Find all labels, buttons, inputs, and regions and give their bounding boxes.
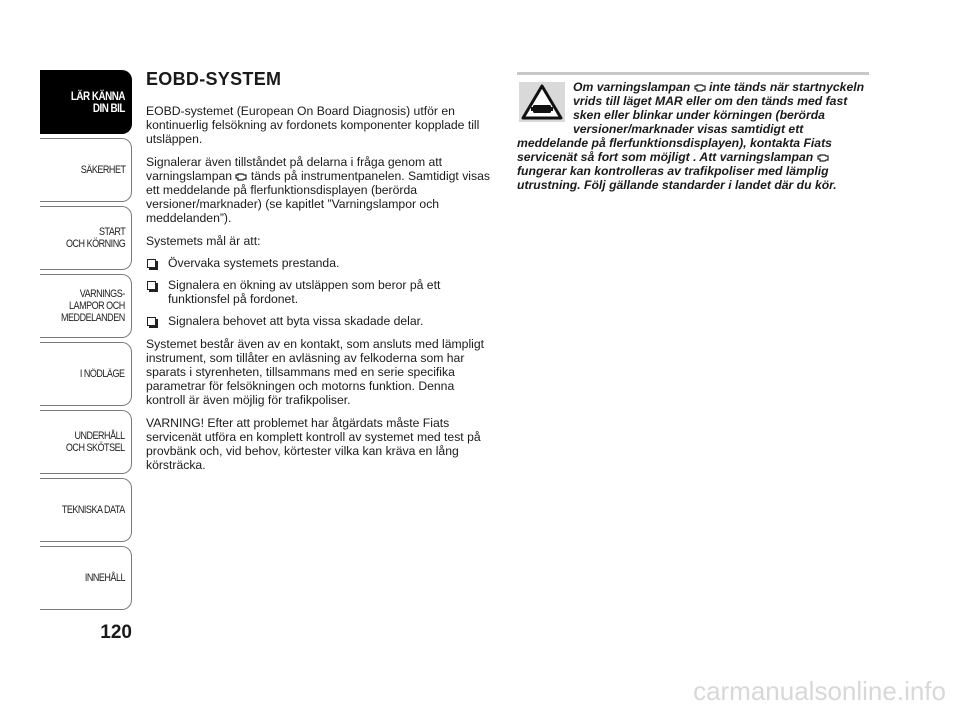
tab-label: START OCH KÖRNING — [65, 226, 125, 250]
tab-tekniska-data[interactable] — [40, 478, 132, 542]
page-number: 120 — [100, 622, 132, 643]
warning-triangle-icon — [519, 82, 565, 122]
engine-warning-icon — [235, 172, 247, 181]
warning-text-1: Om varningslampan — [573, 80, 691, 94]
warning-divider — [517, 72, 869, 75]
list-item-text: Signalera behovet att byta vissa skadade delar. — [168, 314, 424, 329]
engine-warning-icon — [694, 83, 706, 92]
warning-text-3: fungerar kan kontrolleras av trafikpoliser med lämplig utrustning. Följ gällande standarder i landet där du kör. — [517, 164, 837, 192]
tab-innehall[interactable] — [40, 546, 132, 610]
checkbox-bullet-icon — [147, 317, 156, 326]
signal-text-b: tänds på instrumentpanelen. Samtidigt visas ett meddelande på flerfunktionsdisplayen (berörda versioner/marknader) (se kapitlet ”Varningslampor och meddelanden”). — [146, 168, 490, 226]
goals-intro: Systemets mål är att: — [146, 233, 261, 248]
goals-list — [146, 256, 496, 329]
tab-label: TEKNISKA DATA — [62, 504, 125, 516]
checkbox-bullet-icon — [147, 281, 156, 290]
signal-paragraph — [146, 155, 496, 226]
tab-label: INNEHÅLL — [84, 572, 125, 584]
tab-label: UNDERHÅLL OCH SKÖTSEL — [66, 430, 125, 454]
tab-label: VARNINGS- LAMPOR OCH MEDDELANDEN — [61, 288, 125, 324]
tab-varningslampor[interactable] — [40, 274, 132, 338]
tab-lar-kanna-din-bil[interactable] — [40, 70, 132, 134]
tab-start-och-korning[interactable] — [40, 206, 132, 270]
checkbox-bullet-icon — [147, 259, 156, 268]
tab-underhall[interactable] — [40, 410, 132, 474]
warning-text-2: inte tänds när startnyckeln vrids till läget MAR eller om den tänds med fast sken eller blinkar under körningen (berörda versioner/marknader visas samtidigt ett meddelande på flerfunktionsdisplayen), kontakta Fiats servicenät så fort som möjligt . Att varningslampan — [517, 80, 865, 164]
list-item — [146, 278, 496, 306]
list-item-text: Signalera en ökning av utsläppen som beror på ett funktionsfel på fordonet. — [168, 278, 441, 307]
warning-paragraph: VARNING! Efter att problemet har åtgärdats måste Fiats servicenät utföra en komplett kontroll av systemet med test på provbänk och, vid behov, körtester vilka kan kräva en lång körsträcka. — [146, 415, 481, 473]
list-item-text: Övervaka systemets prestanda. — [168, 255, 340, 270]
tab-label: I NÖDLÄGE — [80, 368, 125, 380]
connector-paragraph: Systemet består även av en kontakt, som ansluts med lämpligt instrument, som tillåter en avläsning av felkoderna som har sparats i styrenheten, tillsammans med en serie specifika parametrar för felsökningen och motorns funktion. Denna kontroll är även möjlig för trafikpoliser. — [146, 336, 485, 408]
intro-paragraph: EOBD-systemet (European On Board Diagnosis) utför en kontinuerlig felsökning av fordonets komponenter kopplade till utsläppen. — [146, 104, 480, 147]
tab-label: SÄKERHET — [80, 164, 125, 176]
main-content — [146, 68, 496, 480]
tab-i-nodlage[interactable] — [40, 342, 132, 406]
warning-note — [517, 80, 869, 192]
tab-sakerhet[interactable] — [40, 138, 132, 202]
watermark: carmanualsonline.info — [693, 676, 946, 706]
engine-warning-icon — [817, 153, 829, 162]
signal-text-a: Signalerar även tillståndet på delarna i fråga genom att varningslampan — [146, 154, 443, 183]
tab-label: LÄR KÄNNA DIN BIL — [70, 89, 125, 115]
list-item — [146, 314, 496, 328]
page-title: EOBD-SYSTEM — [146, 69, 282, 89]
chapter-tabs — [40, 70, 132, 614]
list-item — [146, 256, 496, 270]
